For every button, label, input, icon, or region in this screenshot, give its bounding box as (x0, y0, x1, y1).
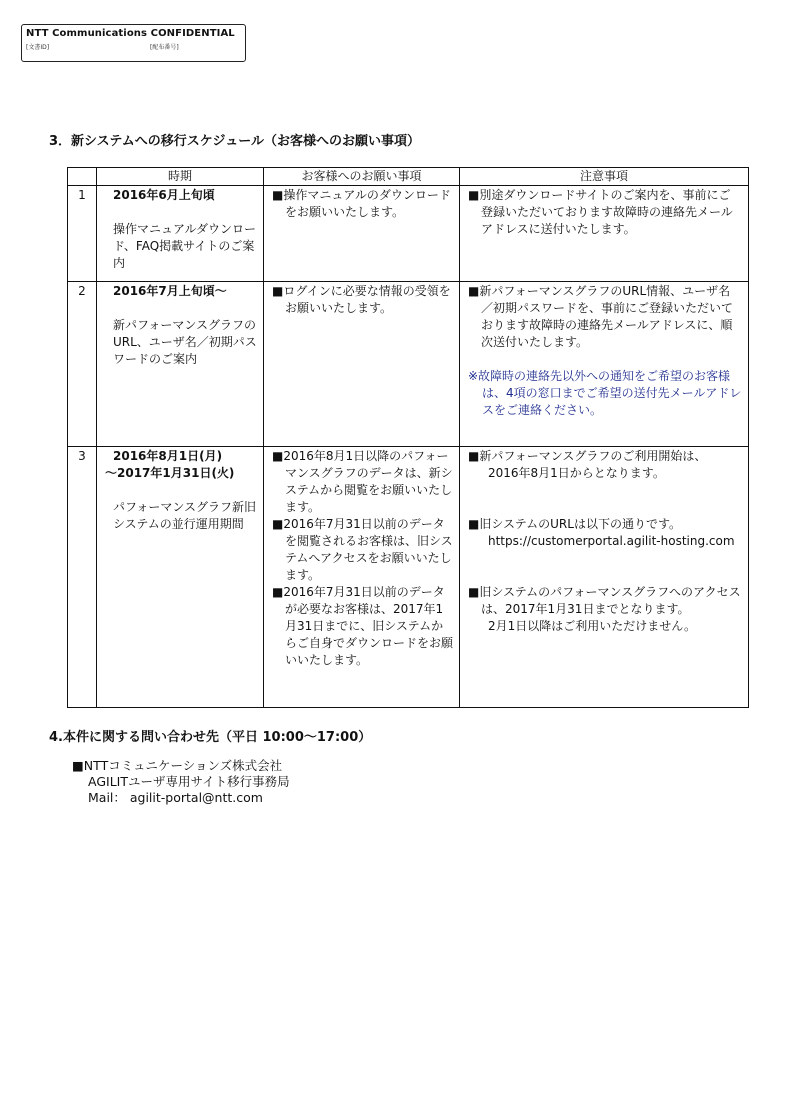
notes-cell (460, 447, 749, 708)
note-item: ■新パフォーマンスグラフのURL情報、ユーザ名／初期パスワードを、事前にご登録いただいております故障時の連絡先メールアドレスに、順次送付いたします。 (468, 284, 734, 349)
note-item-continued: 2月1日以降はご利用いただけません。 (488, 619, 696, 633)
notes-cell (460, 186, 749, 282)
row-number: 3 (68, 447, 97, 708)
table-header-row (68, 168, 749, 186)
old-system-url: https://customerportal.agilit-hosting.com (488, 534, 735, 548)
column-header-notes: 注意事項 (460, 168, 749, 186)
schedule-table (67, 167, 749, 708)
note-item: ■旧システムのURLは以下の通りです。 (468, 517, 681, 531)
contact-office: AGILITユーザ専用サイト移行事務局 (88, 774, 290, 789)
contact-mail: Mail： agilit-portal@ntt.com (88, 790, 263, 805)
section3-heading: 3．新システムへの移行スケジュール（お客様へのお願い事項） (49, 134, 420, 149)
note-item: ■別途ダウンロードサイトのご案内を、事前にご登録いただいております故障時の連絡先メールアドレスに送付いたします。 (468, 188, 733, 236)
notes-cell (460, 282, 749, 447)
period-title-end: ～2017年1月31日(火) (105, 466, 235, 480)
request-item: ■操作マニュアルのダウンロードをお願いいたします。 (272, 188, 451, 219)
column-header-requests: お客様へのお願い事項 (264, 168, 460, 186)
period-description: 操作マニュアルダウンロード、FAQ掲載サイトのご案内 (113, 222, 257, 270)
contact-company: ■NTTコミュニケーションズ株式会社 (72, 758, 283, 773)
request-item: ■2016年8月1日以降のパフォーマンスグラフのデータは、新システムから閲覧をお願いいたします。 (272, 449, 453, 514)
note-item-continued: 2016年8月1日からとなります。 (488, 466, 665, 480)
period-title: 2016年6月上旬頃 (113, 188, 215, 202)
contact-block (72, 758, 290, 806)
period-cell (97, 282, 264, 447)
period-title: 2016年7月上旬頃～ (113, 284, 227, 298)
requests-cell (264, 282, 460, 447)
confidential-title: NTT Communications CONFIDENTIAL (26, 28, 235, 39)
note-item: ■旧システムのパフォーマンスグラフへのアクセスは、2017年1月31日までとなります。 (468, 585, 741, 616)
period-cell (97, 447, 264, 708)
period-description: パフォーマンスグラフ新旧システムの並行運用期間 (113, 500, 257, 531)
period-title-start: 2016年8月1日(月) (113, 449, 223, 463)
column-header-no (68, 168, 97, 186)
confidential-header-box (21, 24, 246, 62)
request-item: ■2016年7月31日以前のデータが必要なお客様は、2017年1月31日までに、旧システムからご自身でダウンロードをお願いいたします。 (272, 585, 454, 667)
table-row (68, 186, 749, 282)
note-item: ■新パフォーマンスグラフのご利用開始は、 (468, 449, 707, 463)
row-number: 2 (68, 282, 97, 447)
contact-request-note: ※故障時の連絡先以外への通知をご希望のお客様は、4項の窓口までご希望の送付先メールアドレスをご連絡ください。 (468, 369, 742, 417)
period-cell (97, 186, 264, 282)
table-row (68, 282, 749, 447)
request-item: ■ログインに必要な情報の受領をお願いいたします。 (272, 284, 451, 315)
column-header-period: 時期 (97, 168, 264, 186)
row-number: 1 (68, 186, 97, 282)
requests-cell (264, 186, 460, 282)
section4-heading: 4.本件に関する問い合わせ先（平日 10:00～17:00） (49, 730, 372, 745)
distribution-number-label: [配布番号] (150, 44, 179, 51)
request-item: ■2016年7月31日以前のデータを閲覧されるお客様は、旧システムへアクセスをお願いいたします。 (272, 517, 453, 582)
requests-cell (264, 447, 460, 708)
document-id-label: [文書ID] (26, 44, 50, 51)
table-row (68, 447, 749, 708)
period-description: 新パフォーマンスグラフのURL、ユーザ名／初期パスワードのご案内 (113, 318, 257, 366)
